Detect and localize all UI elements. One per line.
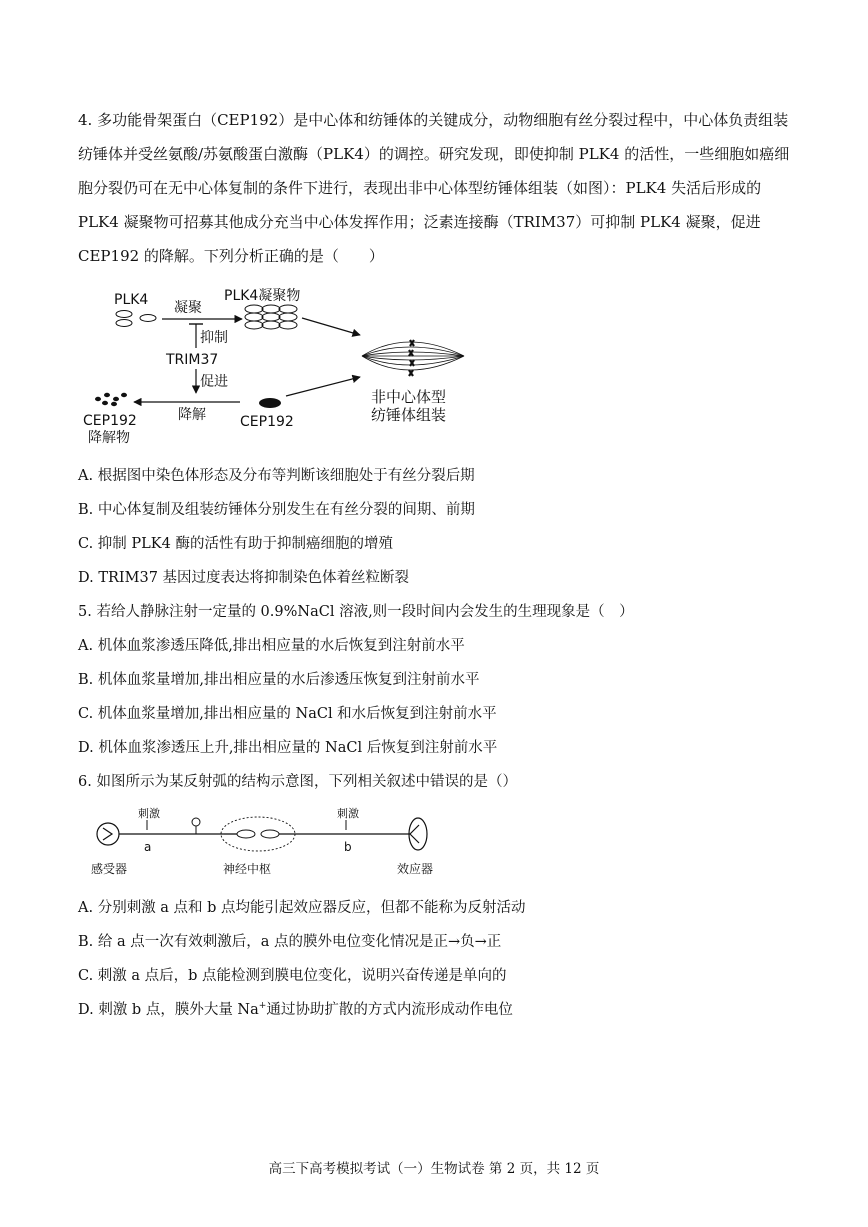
chromosomes bbox=[409, 340, 414, 376]
q6-option-d bbox=[78, 1000, 818, 1020]
condensate-cluster bbox=[245, 305, 297, 329]
cep192-molecule bbox=[259, 398, 281, 408]
q6-option-b: B. 给 a 点一次有效刺激后，a 点的膜外电位变化情况是正→负→正 bbox=[78, 934, 502, 950]
condensate-label: PLK4凝聚物 bbox=[224, 288, 301, 304]
q5-option-c: C. 机体血浆量增加,排出相应量的 NaCl 和水后恢复到注射前水平 bbox=[78, 706, 497, 722]
q6-option-a: A. 分别刺激 a 点和 b 点均能引起效应器反应，但都不能称为反射活动 bbox=[78, 900, 526, 916]
receptor-label: 感受器 bbox=[91, 862, 128, 876]
q5-option-b: B. 机体血浆量增加,排出相应量的水后渗透压恢复到注射前水平 bbox=[78, 672, 480, 688]
sodium-charge-superscript: + bbox=[258, 1001, 267, 1012]
condense-label: 凝聚 bbox=[174, 300, 202, 316]
page-footer: 高三下高考模拟考试（一）生物试卷 第 2 页，共 12 页 bbox=[268, 1161, 600, 1177]
spindle-label-line1: 非中心体型 bbox=[371, 388, 447, 406]
q5-option-a: A. 机体血浆渗透压降低,排出相应量的水后恢复到注射前水平 bbox=[78, 638, 465, 654]
degrade-label: 降解 bbox=[178, 407, 206, 423]
cep192-label: CEP192 bbox=[240, 414, 294, 430]
q4-diagram bbox=[78, 278, 478, 448]
plk4-molecules bbox=[116, 311, 156, 327]
stimulus-b-label: 刺激 bbox=[337, 807, 359, 820]
q6-reflex-arc-diagram bbox=[88, 803, 448, 881]
question-6-stem: 6. 如图所示为某反射弧的结构示意图，下列相关叙述中错误的是（） bbox=[78, 774, 517, 790]
ganglion-symbol bbox=[192, 818, 200, 834]
plk4-label: PLK4 bbox=[114, 292, 149, 308]
q4-option-b: B. 中心体复制及组装纺锤体分别发生在有丝分裂的间期、前期 bbox=[78, 502, 475, 518]
receptor-symbol bbox=[97, 823, 119, 845]
spindle-label-line2: 纺锤体组装 bbox=[371, 406, 447, 424]
point-b-label: b bbox=[344, 840, 352, 854]
inhibit-label: 抑制 bbox=[200, 330, 228, 346]
q6-option-d-text-end: 通过协助扩散的方式内流形成动作电位 bbox=[266, 1002, 513, 1018]
cep192-product-label-line1: CEP192 bbox=[83, 413, 137, 429]
cep192-product-label-line2: 降解物 bbox=[88, 430, 130, 446]
degradation-dots bbox=[95, 393, 127, 406]
q6-option-c: C. 刺激 a 点后，b 点能检测到膜电位变化，说明兴奋传递是单向的 bbox=[78, 968, 507, 984]
q5-option-d: D. 机体血浆渗透压上升,排出相应量的 NaCl 后恢复到注射前水平 bbox=[78, 740, 498, 756]
condensate-to-spindle-arrow bbox=[302, 318, 360, 335]
q4-option-c: C. 抑制 PLK4 酶的活性有助于抑制癌细胞的增殖 bbox=[78, 536, 393, 552]
point-a-label: a bbox=[144, 840, 152, 854]
interneuron-synapses bbox=[237, 830, 279, 838]
question-5-stem: 5. 若给人静脉注射一定量的 0.9%NaCl 溶液,则一段时间内会发生的生理现象是（ ） bbox=[78, 604, 634, 620]
effector-label: 效应器 bbox=[397, 862, 434, 876]
q4-option-a: A. 根据图中染色体形态及分布等判断该细胞处于有丝分裂后期 bbox=[78, 468, 475, 484]
promote-label: 促进 bbox=[200, 374, 228, 390]
trim37-label: TRIM37 bbox=[166, 352, 219, 368]
question-4-stem: 4. 多功能骨架蛋白（CEP192）是中心体和纺锤体的关键成分，动物细胞有丝分裂过程中，中心体负责组装纺锤体并受丝氨酸/苏氨酸蛋白激酶（PLK4）的调控。研究发现，即使抑制 PLK4 的活性，一些细胞如癌细胞分裂仍可在无中心体复制的条件下进行，表现出非中心体型纺锤体组装（如图）：PLK4 失活后形成的 PLK4 凝聚物可招募其他成分充当中心体发挥作用；泛素连接酶（TRIM37）可抑制 PLK4 凝聚，促进 CEP192 的降解。下列分析正确的是（ ） bbox=[78, 111, 790, 265]
q4-option-d: D. TRIM37 基因过度表达将抑制染色体着丝粒断裂 bbox=[78, 570, 410, 586]
nerve-center-label: 神经中枢 bbox=[223, 862, 272, 876]
stimulus-a-label: 刺激 bbox=[138, 807, 160, 820]
q6-option-d-text-start: D. 刺激 b 点，膜外大量 Na bbox=[78, 1002, 259, 1018]
cep192-to-spindle-arrow bbox=[286, 377, 360, 396]
effector-symbol bbox=[409, 818, 427, 850]
